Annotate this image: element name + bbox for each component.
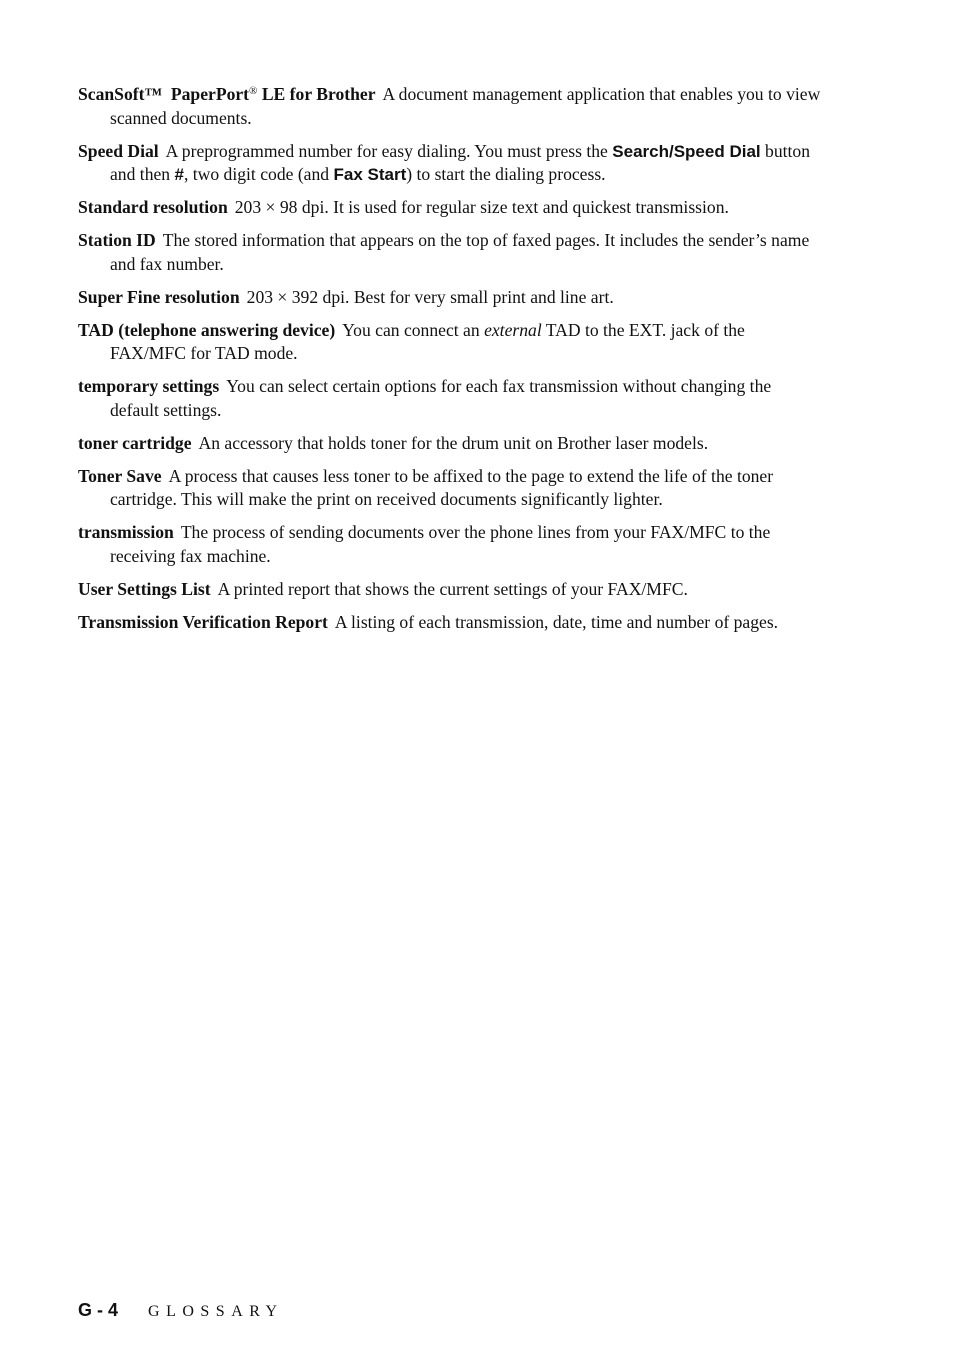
page-footer <box>78 1298 284 1324</box>
glossary-term: Speed Dial <box>78 140 159 161</box>
glossary-term: Transmission Verification Report <box>78 611 328 632</box>
glossary-term: ScanSoft™ PaperPort® LE for Brother <box>78 84 376 104</box>
glossary-term: toner cartridge <box>78 432 192 453</box>
glossary-term: TAD (telephone answering device) <box>78 319 336 340</box>
glossary-definition: The stored information that appears on the top of faxed pages. It includes the sender’s name and fax number. <box>110 230 810 274</box>
glossary-definition: A listing of each transmission, date, time and number of pages. <box>334 611 779 632</box>
glossary-term: Toner Save <box>78 465 162 486</box>
glossary-term: transmission <box>78 522 174 542</box>
emphasis-text: external <box>484 319 542 340</box>
glossary-entry-toner-cartridge <box>78 432 824 456</box>
glossary-term: User Settings List <box>78 578 211 599</box>
glossary-entry-scansoft-paperport <box>78 83 824 130</box>
glossary-definition: You can connect an <box>342 319 485 340</box>
glossary-entry-toner-save <box>78 465 824 512</box>
glossary-entry-station-id <box>78 229 824 276</box>
glossary-term: temporary settings <box>78 376 220 396</box>
key-hash: # <box>174 165 184 184</box>
glossary-definition: 203 × 392 dpi. Best for very small print and line art. <box>246 286 614 307</box>
glossary-term: Super Fine resolution <box>78 286 240 307</box>
key-fax-start: Fax Start <box>333 165 407 184</box>
glossary-entry-user-settings-list <box>78 578 824 602</box>
glossary-definition: The process of sending documents over the phone lines from your FAX/MFC to the receiving fax machine. <box>110 522 771 566</box>
glossary-definition: A process that causes less toner to be affixed to the page to extend the life of the toner cartridge. This will make the print on received documents significantly lighter. <box>110 465 774 509</box>
glossary-entry-speed-dial: Speed Dial A preprogrammed number for easy dialing. You must press the Search/Speed Dial button and then #, two digit code (and Fax Start) to start the dialing process. <box>78 140 810 184</box>
glossary-list <box>78 83 824 644</box>
glossary-term: Station ID <box>78 230 156 250</box>
section-title: GLOSSARY <box>148 1303 284 1320</box>
glossary-entry-super-fine-resolution <box>78 286 824 310</box>
page-number: G - 4 <box>78 1300 119 1320</box>
glossary-definition: You can select certain options for each fax transmission without changing the default settings. <box>110 376 772 420</box>
glossary-term: Standard resolution <box>78 197 228 217</box>
key-search-speed-dial: Search/Speed Dial <box>612 141 761 161</box>
registered-mark: ® <box>249 85 258 97</box>
glossary-entry-transmission <box>78 521 824 568</box>
glossary-entry-temporary-settings <box>78 375 824 422</box>
glossary-definition: A printed report that shows the current settings of your FAX/MFC. <box>217 578 688 599</box>
glossary-definition: 203 × 98 dpi. It is used for regular size text and quickest transmission. <box>234 197 729 217</box>
glossary-entry-transmission-verification-report <box>78 611 824 635</box>
glossary-entry-tad: TAD (telephone answering device) You can connect an external TAD to the EXT. jack of the FAX/MFC for TAD mode. <box>78 319 745 363</box>
glossary-definition: A document management application that enables you to view scanned documents. <box>110 84 821 128</box>
glossary-definition: An accessory that holds toner for the drum unit on Brother laser models. <box>198 432 709 453</box>
glossary-entry-standard-resolution <box>78 196 824 220</box>
glossary-definition: A preprogrammed number for easy dialing. You must press the <box>165 140 613 161</box>
